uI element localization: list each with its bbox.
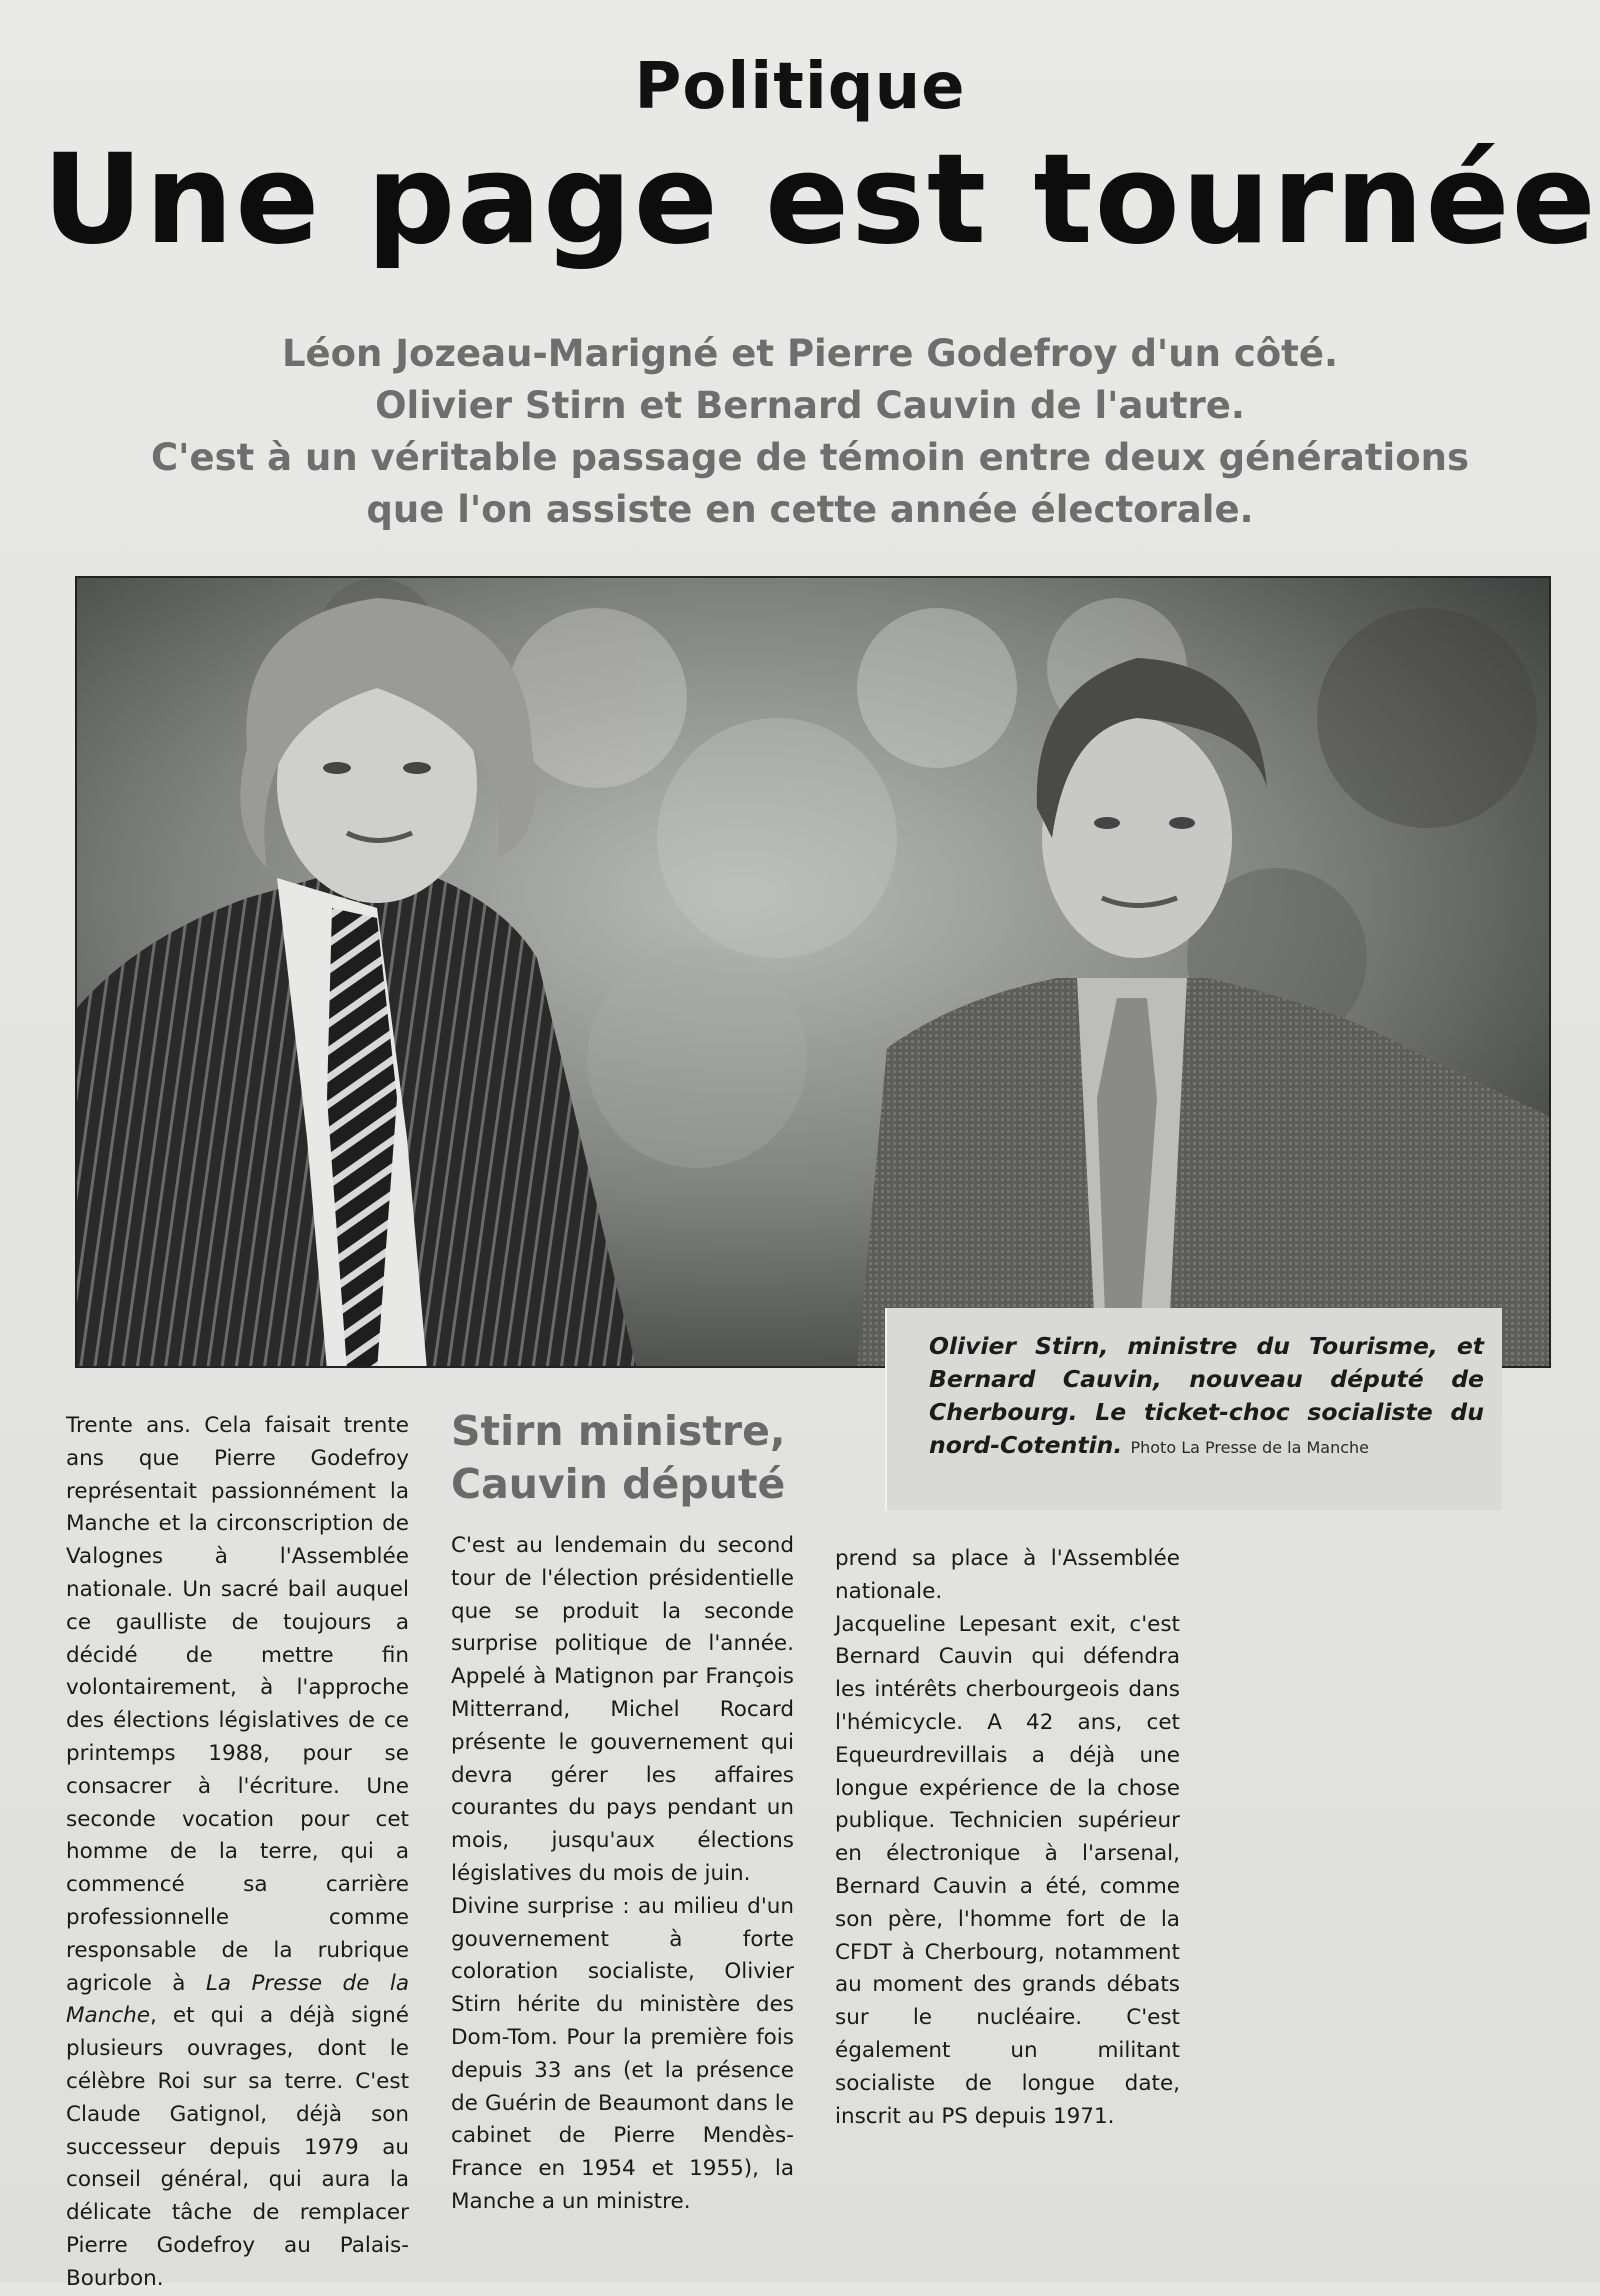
section-subhead [451, 1405, 811, 1511]
deck-line: que l'on assiste en cette année électorale. [366, 488, 1254, 531]
article-column-3 [835, 1543, 1180, 2133]
paragraph: prend sa place à l'Assemblée nationale. [835, 1546, 1180, 1604]
deck-line: Léon Jozeau-Marigné et Pierre Godefroy d'un côté. [281, 332, 1339, 375]
publication-name: La Presse de la Manche [66, 1970, 410, 2029]
photo-caption [885, 1308, 1502, 1510]
paragraph: Divine surprise : au milieu d'un gouvernement à forte coloration socialiste, Olivier Stirn hérite du ministère des Dom-Tom. Pour la première fois depuis 33 ans (et la présence de Guérin de Beaumont dans le cabinet de Pierre Mendès-France en 1954 et 1955), la Manche a un ministre. [451, 1893, 794, 2214]
column-text: Trente ans. Cela faisait trente ans que Pierre Godefroy représentait passionnément la Manche et la circonscription de Valognes à l'Assemblée nationale. Un sacré bail auquel ce gaulliste de toujours a décidé de mettre fin volontairement, à l'approche des élections législatives de ce printemps 1988, pour se consacrer à l'écriture. Une seconde vocation pour cet homme de la terre, qui a commencé sa carrière professionnelle comme responsable de la rubrique agricole à [66, 1413, 409, 1996]
column-text: , et qui a déjà signé plusieurs ouvrages, dont le célèbre Roi sur sa terre. C'est Claude Gatignol, déjà son successeur depuis 1979 au conseil général, qui aura la délicate tâche de remplacer Pierre Godefroy au Palais-Bourbon. [66, 2003, 409, 2291]
deck-line: C'est à un véritable passage de témoin entre deux générations [151, 436, 1469, 479]
caption-text: Olivier Stirn, ministre du Tourisme, et Bernard Cauvin, nouveau député de Cherbourg. Le ticket-choc socialiste du nord-Cotentin. [929, 1332, 1484, 1459]
portrait-photo [75, 576, 1551, 1368]
subhead-line: Stirn ministre, [451, 1407, 786, 1455]
article-column-1 [66, 1410, 409, 2296]
headline: Une page est tournée [42, 128, 1598, 272]
article-column-2 [451, 1530, 794, 2219]
section-kicker: Politique [634, 50, 966, 124]
paragraph: C'est au lendemain du second tour de l'élection présidentielle que se produit la seconde surprise politique de l'année. Appelé à Matignon par François Mitterrand, Michel Rocard présente le gouvernement qui devra gérer les affaires courantes du pays pendant un mois, jusqu'aux élections législatives du mois de juin. [451, 1533, 794, 1886]
subhead-line: Cauvin député [451, 1460, 786, 1508]
deck-line: Olivier Stirn et Bernard Cauvin de l'autre. [375, 384, 1245, 427]
photo-credit: Photo La Presse de la Manche [1130, 1438, 1369, 1457]
deck [70, 328, 1550, 536]
paragraph: Jacqueline Lepesant exit, c'est Bernard Cauvin qui défendra les intérêts cherbourgeois dans l'hémicycle. A 42 ans, cet Equeurdrevillais a déjà une longue expérience de la chose publique. Technicien supérieur en électronique à l'arsenal, Bernard Cauvin a été, comme son père, l'homme fort de la CFDT à Cherbourg, notamment au moment des grands débats sur le nucléaire. C'est également un militant socialiste de longue date, inscrit au PS depuis 1971. [835, 1611, 1180, 2129]
photo-illustration [77, 578, 1551, 1368]
